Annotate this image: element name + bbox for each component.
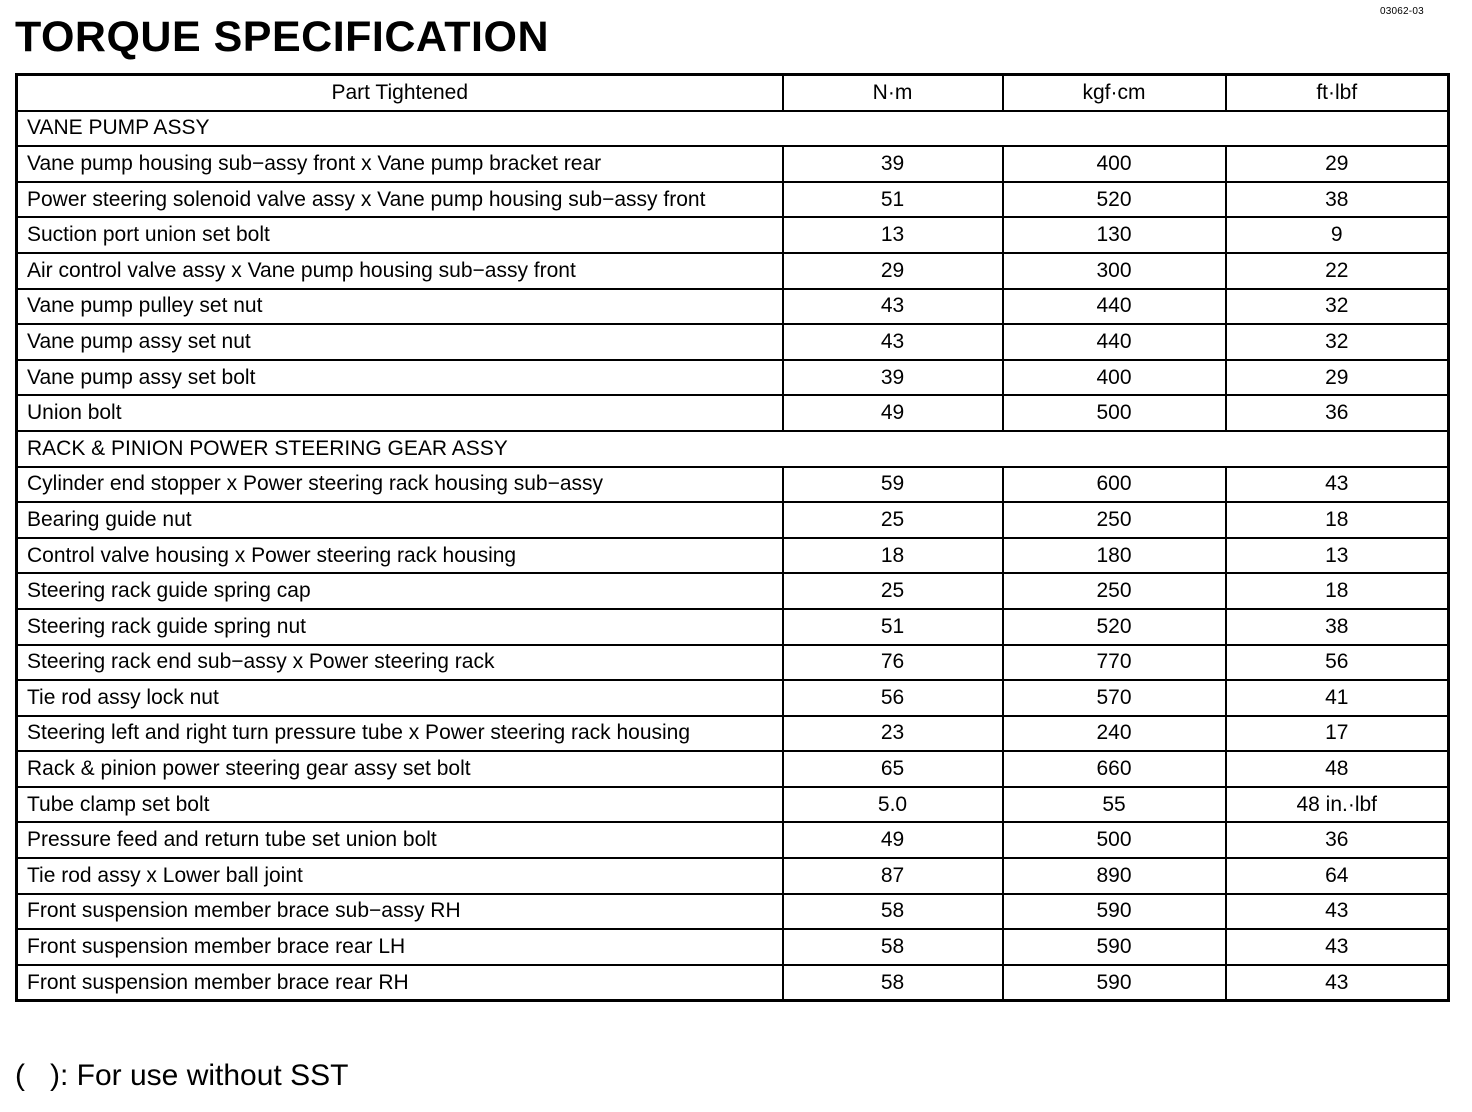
cell-nm: 39 [783,360,1003,396]
table-row [17,609,1449,645]
table-row [17,146,1449,182]
cell-kgf: 890 [1003,858,1226,894]
table-row [17,467,1449,503]
cell-kgf: 440 [1003,289,1226,325]
cell-part: Steering rack guide spring nut [17,609,783,645]
column-header-kgf: kgf·cm [1003,75,1226,111]
cell-kgf: 600 [1003,467,1226,503]
cell-part: Front suspension member brace rear LH [17,929,783,965]
cell-part: Rack & pinion power steering gear assy set bolt [17,751,783,787]
column-header-ft: ft·lbf [1226,75,1449,111]
cell-ft: 43 [1226,965,1449,1001]
cell-ft: 9 [1226,217,1449,253]
cell-nm: 59 [783,467,1003,503]
table-row [17,929,1449,965]
cell-ft: 48 [1226,751,1449,787]
torque-spec-table [15,73,1450,1002]
cell-kgf: 660 [1003,751,1226,787]
document-code: 03062-03 [1380,6,1424,17]
cell-ft: 43 [1226,929,1449,965]
cell-kgf: 130 [1003,217,1226,253]
cell-nm: 65 [783,751,1003,787]
cell-ft: 17 [1226,716,1449,752]
cell-ft: 64 [1226,858,1449,894]
cell-part: Vane pump assy set nut [17,324,783,360]
cell-kgf: 590 [1003,929,1226,965]
table-row [17,751,1449,787]
table-row [17,573,1449,609]
cell-ft: 18 [1226,573,1449,609]
cell-ft: 32 [1226,324,1449,360]
cell-kgf: 590 [1003,965,1226,1001]
cell-part: Cylinder end stopper x Power steering rack housing sub−assy [17,467,783,503]
table-row [17,360,1449,396]
cell-part: Control valve housing x Power steering rack housing [17,538,783,574]
cell-part: Tube clamp set bolt [17,787,783,823]
cell-kgf: 55 [1003,787,1226,823]
cell-ft: 32 [1226,289,1449,325]
cell-part: Suction port union set bolt [17,217,783,253]
table-row [17,894,1449,930]
section-row [17,111,1449,147]
page-title: TORQUE SPECIFICATION [15,13,549,61]
section-title: RACK & PINION POWER STEERING GEAR ASSY [17,431,1449,467]
column-header-part: Part Tightened [17,75,783,111]
cell-kgf: 520 [1003,609,1226,645]
cell-kgf: 570 [1003,680,1226,716]
section-title: VANE PUMP ASSY [17,111,1449,147]
cell-part: Steering left and right turn pressure tube x Power steering rack housing [17,716,783,752]
cell-nm: 51 [783,182,1003,218]
cell-nm: 58 [783,929,1003,965]
cell-nm: 76 [783,645,1003,681]
cell-kgf: 440 [1003,324,1226,360]
table-row [17,502,1449,538]
cell-kgf: 300 [1003,253,1226,289]
cell-ft: 43 [1226,894,1449,930]
cell-kgf: 520 [1003,182,1226,218]
table-row [17,965,1449,1001]
column-header-nm: N·m [783,75,1003,111]
cell-kgf: 770 [1003,645,1226,681]
cell-nm: 49 [783,822,1003,858]
cell-nm: 87 [783,858,1003,894]
cell-kgf: 250 [1003,502,1226,538]
table-row [17,253,1449,289]
table-row [17,787,1449,823]
cell-ft: 48 in.·lbf [1226,787,1449,823]
cell-part: Pressure feed and return tube set union bolt [17,822,783,858]
cell-kgf: 180 [1003,538,1226,574]
table-row [17,395,1449,431]
cell-kgf: 400 [1003,360,1226,396]
cell-ft: 41 [1226,680,1449,716]
table-row [17,858,1449,894]
cell-part: Power steering solenoid valve assy x Vane pump housing sub−assy front [17,182,783,218]
cell-nm: 39 [783,146,1003,182]
cell-kgf: 590 [1003,894,1226,930]
cell-nm: 18 [783,538,1003,574]
cell-ft: 36 [1226,822,1449,858]
cell-part: Vane pump pulley set nut [17,289,783,325]
cell-part: Tie rod assy lock nut [17,680,783,716]
cell-ft: 43 [1226,467,1449,503]
cell-part: Steering rack end sub−assy x Power steering rack [17,645,783,681]
cell-kgf: 400 [1003,146,1226,182]
cell-ft: 22 [1226,253,1449,289]
cell-part: Bearing guide nut [17,502,783,538]
table-header-row [17,75,1449,111]
cell-ft: 38 [1226,609,1449,645]
cell-ft: 29 [1226,146,1449,182]
cell-kgf: 500 [1003,822,1226,858]
cell-nm: 43 [783,324,1003,360]
cell-part: Front suspension member brace rear RH [17,965,783,1001]
cell-part: Air control valve assy x Vane pump housing sub−assy front [17,253,783,289]
cell-part: Vane pump housing sub−assy front x Vane pump bracket rear [17,146,783,182]
table-row [17,324,1449,360]
cell-nm: 51 [783,609,1003,645]
cell-ft: 18 [1226,502,1449,538]
cell-kgf: 240 [1003,716,1226,752]
table-row [17,289,1449,325]
table-row [17,217,1449,253]
table-row [17,822,1449,858]
cell-nm: 58 [783,894,1003,930]
cell-ft: 29 [1226,360,1449,396]
cell-ft: 56 [1226,645,1449,681]
cell-nm: 56 [783,680,1003,716]
cell-part: Tie rod assy x Lower ball joint [17,858,783,894]
cell-ft: 38 [1226,182,1449,218]
cell-part: Union bolt [17,395,783,431]
table-row [17,182,1449,218]
cell-nm: 23 [783,716,1003,752]
cell-kgf: 500 [1003,395,1226,431]
cell-part: Steering rack guide spring cap [17,573,783,609]
table-row [17,680,1449,716]
cell-kgf: 250 [1003,573,1226,609]
section-row [17,431,1449,467]
footnote: ( ): For use without SST [15,1059,349,1092]
cell-nm: 25 [783,573,1003,609]
cell-ft: 36 [1226,395,1449,431]
table-body [17,111,1449,1001]
cell-ft: 13 [1226,538,1449,574]
cell-part: Front suspension member brace sub−assy RH [17,894,783,930]
cell-part: Vane pump assy set bolt [17,360,783,396]
cell-nm: 43 [783,289,1003,325]
cell-nm: 49 [783,395,1003,431]
cell-nm: 13 [783,217,1003,253]
cell-nm: 25 [783,502,1003,538]
table-row [17,645,1449,681]
table-row [17,538,1449,574]
cell-nm: 58 [783,965,1003,1001]
cell-nm: 5.0 [783,787,1003,823]
table-row [17,716,1449,752]
cell-nm: 29 [783,253,1003,289]
